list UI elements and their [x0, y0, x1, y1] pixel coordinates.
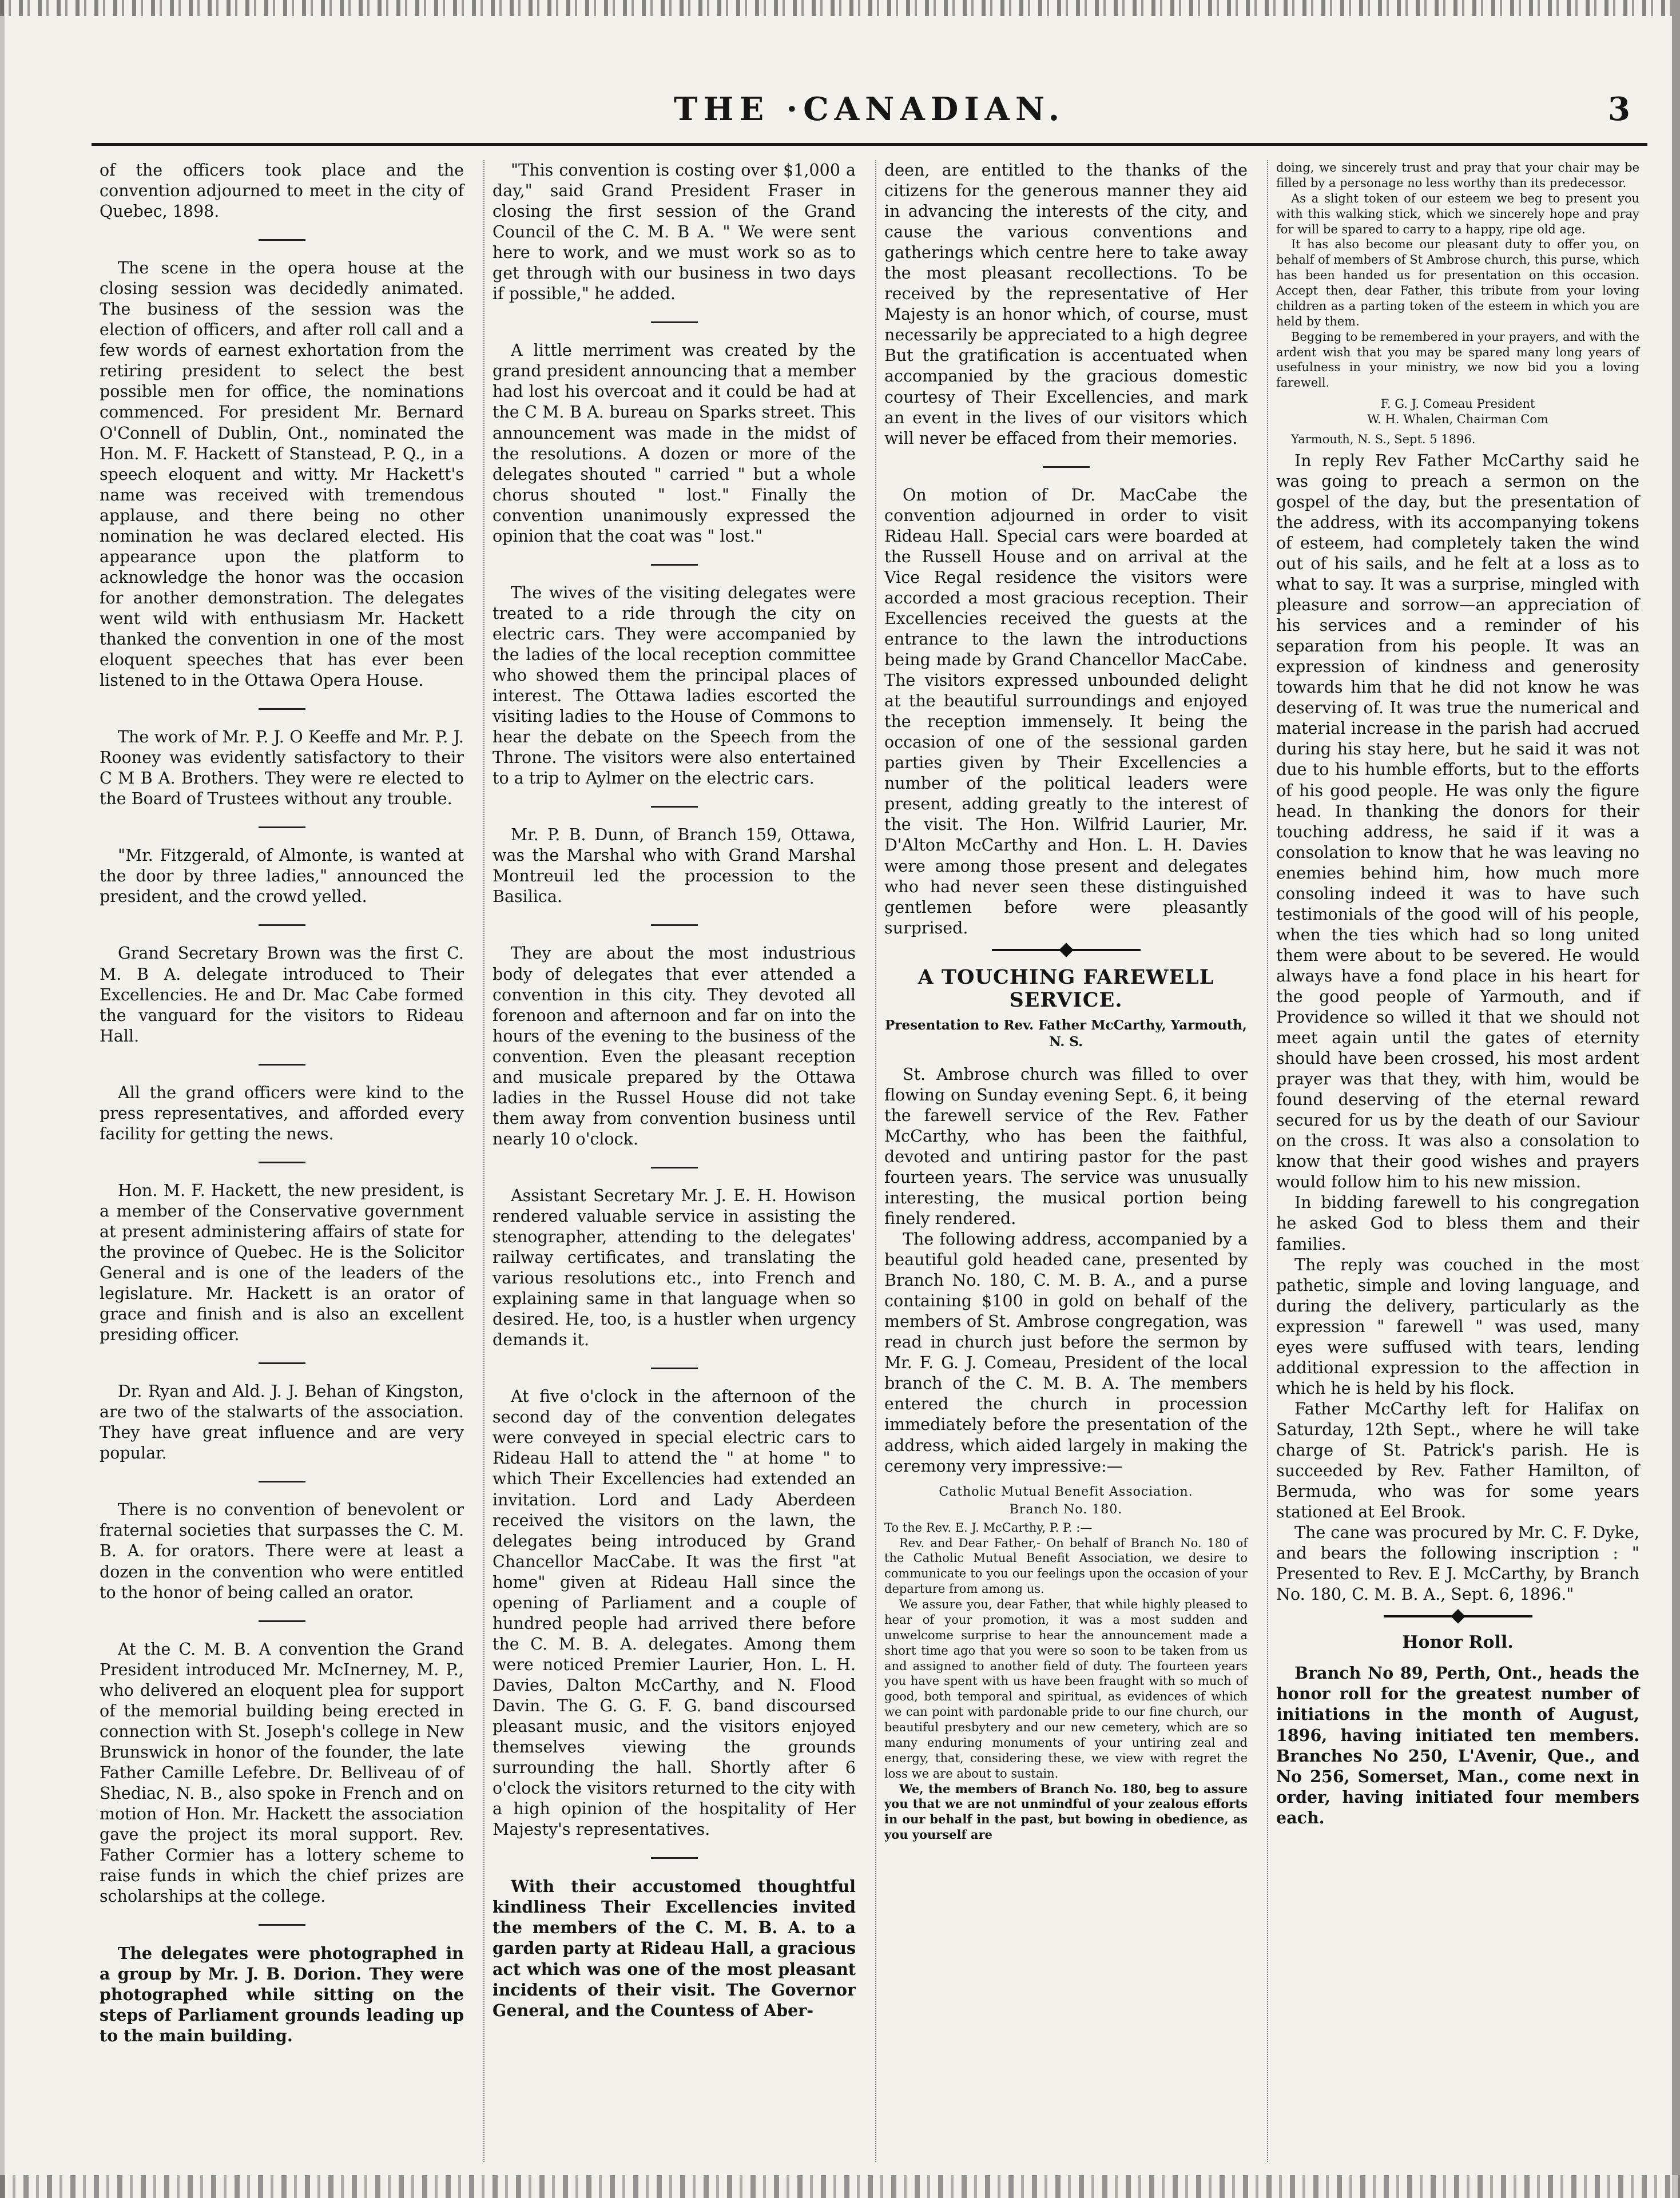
paragraph: A little merriment was created by the grand president announcing that a member had lost his overcoat and it could be had at the C M. B A. bureau on Sparks street. This announcement was made in the midst of the resolutions. A dozen or more of the delegates shouted " carried " but a whole chorus shouted " lost." Finally the convention unanimously expressed the opinion that the coat was " lost."	[493, 341, 856, 546]
separator	[651, 924, 698, 926]
separator	[259, 826, 305, 828]
separator	[259, 1924, 305, 1926]
page-edge-bottom	[0, 2175, 1680, 2198]
separator	[259, 239, 305, 241]
paragraph: The work of Mr. P. J. O Keeffe and Mr. P. J. Rooney was evidently satisfactory to their C M B A. Brothers. They were re elected to the Board of Trustees without any trouble.	[100, 728, 464, 809]
separator	[259, 924, 305, 926]
address-salutation: To the Rev. E. J. McCarthy, P. P. :—	[884, 1520, 1093, 1535]
paragraph: In bidding farewell to his congregation he asked God to bless them and their families.	[1276, 1193, 1639, 1254]
separator	[1043, 466, 1090, 468]
separator	[651, 1368, 698, 1369]
dateline: Yarmouth, N. S., Sept. 5 1896.	[1291, 432, 1476, 446]
separator	[651, 1167, 698, 1168]
address-paragraph: We, the members of Branch No. 180, beg to assure you that we are not unmindful of your zealous efforts in our behalf in the past, but bowing in obedience, as you yourself are	[884, 1781, 1248, 1842]
paragraph: "Mr. Fitzgerald, of Almonte, is wanted at the door by three ladies," announced the president, and the crowd yelled.	[100, 846, 464, 907]
column-1	[92, 160, 472, 2162]
paragraph: The wives of the visiting delegates were treated to a ride through the city on electric cars. They were accompanied by the ladies of the local reception committee who showed them the principal places of interest. The Ottawa ladies escorted the visiting ladies to the House of Commons to hear the debate on the Speech from the Throne. The visitors were also entertained to a trip to Aylmer on the electric cars.	[493, 583, 856, 788]
paragraph: The reply was couched in the most pathetic, simple and loving language, and during the delivery, particularly as the expression " farewell " was used, many eyes were suffused with tears, lending additional expression to the affection in which he is held by his flock.	[1276, 1255, 1639, 1398]
separator	[651, 1857, 698, 1859]
section-divider	[1384, 1615, 1532, 1617]
column-2	[483, 160, 864, 2162]
paragraph: St. Ambrose church was filled to over flowing on Sunday evening Sept. 6, it being the farewell service of the Rev. Father McCarthy, who has been the faithful, devoted and untiring pastor for the past fourteen years. The service was unusually interesting, the musical portion being finely rendered.	[884, 1064, 1248, 1229]
paragraph: The scene in the opera house at the closing session was decidedly animated. The business of the session was the election of officers, and after roll call and a few words of earnest exhortation from the retiring president to select the best possible men for office, the nominations commenced. For president Mr. Bernard O'Connell of Dublin, Ont., nominated the Hon. M. F. Hackett of Stanstead, P. Q., in a speech eloquent and witty. Mr Hackett's name was received with tremendous applause, and there being no other nomination he was declared elected. His appearance upon the platform to acknowledge the honor was the occasion for another demonstration. The delegates went wild with enthusiasm Mr. Hackett thanked the convention in one of the most eloquent speeches that has ever been listened to in the Ottawa Opera House.	[100, 259, 464, 690]
separator	[259, 1162, 305, 1163]
separator	[259, 1481, 305, 1482]
column-4	[1267, 160, 1647, 2162]
paragraph: They are about the most industrious body of delegates that ever attended a convention in this city. They devoted all forenoon and afternoon and far on into the hours of the evening to the business of the convention. Even the pleasant reception and musicale prepared by the Ottawa ladies in the Russel House did not take them away from convention business until nearly 10 o'clock.	[493, 944, 856, 1148]
paragraph: All the grand officers were kind to the press representatives, and afforded every facility for getting the news.	[100, 1083, 464, 1143]
branch-label: Branch No. 180.	[1009, 1502, 1123, 1517]
paragraph: Dr. Ryan and Ald. J. J. Behan of Kingston, are two of the stalwarts of the association. They have great influence and are very popular.	[100, 1382, 464, 1463]
header-rule	[92, 143, 1647, 146]
paragraph: The delegates were photographed in a group by Mr. J. B. Dorion. They were photographed while sitting on the steps of Parliament grounds leading up to the main building.	[100, 1943, 464, 2046]
address-paragraph: doing, we sincerely trust and pray that your chair may be filled by a personage no less worthy than its predecessor.	[1276, 161, 1639, 190]
article-subheadline: Presentation to Rev. Father McCarthy, Yarmouth, N. S.	[885, 1017, 1247, 1050]
separator	[259, 1362, 305, 1364]
page-edge-right	[1672, 0, 1680, 2198]
signature-chairman: W. H. Whalen, Chairman Com	[1367, 412, 1548, 426]
column-3	[875, 160, 1256, 2162]
paragraph: The following address, accompanied by a beautiful gold headed cane, presented by Branch No. 180, C. M. B. A., and a purse containing $100 in gold on behalf of the members of St. Ambrose congregation, was read in church just before the sermon by Mr. F. G. J. Comeau, President of the local branch of the C. M. B. A. The members entered the church in procession immediately before the presentation of the address, which aided largely in making the ceremony very impressive:—	[884, 1230, 1248, 1476]
separator	[259, 708, 305, 710]
page-edge-top	[0, 0, 1680, 16]
honor-roll-title: Honor Roll.	[1402, 1632, 1514, 1653]
paragraph: At five o'clock in the afternoon of the second day of the convention delegates were conveyed in special electric cars to Rideau Hall to attend the " at home " to which Their Excellencies had extended an invitation. Lord and Lady Aberdeen received the visitors on the lawn, the delegates being introduced by Grand Chancellor MacCabe. It was the first "at home" given at Rideau Hall since the opening of Parliament and a couple of hundred people had arrived there before the C. M. B. A. delegates. Among them were noticed Premier Laurier, Hon. L. H. Davies, Dalton McCarthy, and N. Flood Davin. The G. G. F. G. band discoursed pleasant music, and the visitors enjoyed themselves viewing the grounds surrounding the hall. Shortly after 6 o'clock the visitors returned to the city with a high opinion of the hospitality of Her Majesty's representatives.	[493, 1387, 856, 1839]
section-divider	[992, 949, 1141, 951]
paragraph: At the C. M. B. A convention the Grand President introduced Mr. McInerney, M. P., who delivered an eloquent plea for support of the memorial building being erected in connection with St. Joseph's college in New Brunswick in honor of the founder, the late Father Camille Lefebre. Dr. Belliveau of of Shediac, N. B., also spoke in French and on motion of Hon. Mr. Hackett the association gave the project its moral support. Rev. Father Cormier has a lottery scheme to raise funds in which the chief prizes are scholarships at the college.	[100, 1639, 464, 1906]
paragraph: The cane was procured by Mr. C. F. Dyke, and bears the following inscription : " Presented to Rev. E J. McCarthy, by Branch No. 180, C. M. B. A., Sept. 6, 1896."	[1276, 1523, 1639, 1604]
page-edge-left	[0, 0, 5, 2198]
page-header	[92, 86, 1647, 143]
paragraph: With their accustomed thoughtful kindliness Their Excellencies invited the members of the C. M. B. A. to a garden party at Rideau Hall, a gracious act which was one of the most pleasant incidents of their visit. The Governor General, and the Countess of Aber-	[493, 1877, 856, 2020]
address-paragraph: Rev. and Dear Father,- On behalf of Branch No. 180 of the Catholic Mutual Benefit Association, we desire to communicate to you our feelings upon the occasion of your departure from among us.	[884, 1536, 1248, 1596]
page-number: 3	[1608, 90, 1630, 128]
separator	[651, 321, 698, 323]
masthead: THE ·CANADIAN.	[673, 90, 1066, 128]
separator	[651, 564, 698, 566]
article-headline: A TOUCHING FAREWELL SERVICE.	[918, 965, 1214, 1012]
paragraph: Mr. P. B. Dunn, of Branch 159, Ottawa, was the Marshal who with Grand Marshal Montreuil led the procession to the Basilica.	[493, 825, 856, 907]
separator	[651, 806, 698, 808]
paragraph: Hon. M. F. Hackett, the new president, is a member of the Conservative government at present administering affairs of state for the province of Quebec. He is the Solicitor General and is one of the leaders of the legislature. Mr. Hackett is an orator of grace and finish and is also an excellent presiding officer.	[100, 1181, 464, 1345]
separator	[259, 1620, 305, 1622]
address-paragraph: We assure you, dear Father, that while highly pleased to hear of your promotion, it was a most sudden and unwelcome surprise to hear the announcement made a short time ago that you were so soon to be taken from us and assigned to another field of duty. The fourteen years you have spent with us have been fraught with so much of good, both temporal and spiritual, as evidences of which we can point with pardonable pride to our fine church, our beautiful presbytery and our new cemetery, which are so many enduring monuments of your untiring zeal and energy, that, considering these, we view with regret the loss we are about to sustain.	[884, 1597, 1248, 1780]
paragraph: On motion of Dr. MacCabe the convention adjourned in order to visit Rideau Hall. Special cars were boarded at the Russell House and on arrival at the Vice Regal residence the visitors were accorded a most gracious reception. Their Excellencies received the guests at the entrance to the lawn the introductions being made by Grand Chancellor MacCabe. The visitors expressed unbounded delight at the beautiful surroundings and enjoyed the reception immensely. It being the occasion of one of the sessional garden parties given by Their Excellencies a number of the political leaders were present, adding greatly to the interest of the visit. The Hon. Wilfrid Laurier, Mr. D'Alton McCarthy and Hon. L. H. Davies were among those present and delegates who had never seen these distinguished gentlemen before were pleasantly surprised.	[884, 485, 1248, 937]
signature-president: F. G. J. Comeau President	[1380, 397, 1535, 411]
address-paragraph: Begging to be remembered in your prayers, and with the ardent wish that you may be spared many long years of usefulness in your ministry, we now bid you a loving farewell.	[1276, 329, 1639, 390]
address-paragraph: As a slight token of our esteem we beg to present you with this walking stick, which we sincerely hope and pray for will be spared to carry to a happy, ripe old age.	[1276, 191, 1639, 236]
honor-roll-text: Branch No 89, Perth, Ont., heads the honor roll for the greatest number of initiations in the month of August, 1896, having initiated ten members. Branches No 250, L'Avenir, Que., and No 256, Somerset, Man., come next in order, having initiated four members each.	[1276, 1663, 1639, 1827]
address-paragraph: It has also become our pleasant duty to offer you, on behalf of members of St Ambrose church, this purse, which has been handed us for presentation on this occasion. Accept then, dear Father, this tribute from your loving children as a parting token of the esteem in which you are held by them.	[1276, 237, 1639, 328]
paragraph: Assistant Secretary Mr. J. E. H. Howison rendered valuable service in assisting the stenographer, attending to the delegates' railway certificates, and translating the various resolutions etc., into French and explaining same in that language when so desired. He, too, is a hustler when urgency demands it.	[493, 1186, 856, 1350]
paragraph: There is no convention of benevolent or fraternal societies that surpasses the C. M. B. A. for orators. There were at least a dozen in the convention who were entitled to the honor of being called an orator.	[100, 1500, 464, 1602]
association-title: Catholic Mutual Benefit Association.	[939, 1484, 1193, 1499]
article-columns	[92, 160, 1647, 2162]
paragraph: deen, are entitled to the thanks of the citizens for the generous manner they aid in advancing the interests of the city, and cause the various conventions and gatherings which centre here to take away the most pleasant recollections. To be received by the representative of Her Majesty is an honor which, of course, must necessarily be appreciated to a high degree But the gratification is accentuated when accompanied by the gracious domestic courtesy of Their Excellencies, and mark an event in the lives of our visitors which will never be effaced from their memories.	[884, 161, 1248, 448]
paragraph: of the officers took place and the convention adjourned to meet in the city of Quebec, 1898.	[100, 161, 464, 221]
paragraph: Father McCarthy left for Halifax on Saturday, 12th Sept., where he will take charge of St. Patrick's parish. He is succeeded by Rev. Father Hamilton, of Bermuda, who was for some years stationed at Eel Brook.	[1276, 1399, 1639, 1522]
paragraph: Grand Secretary Brown was the first C. M. B A. delegate introduced to Their Excellencies. He and Dr. Mac Cabe formed the vanguard for the visitors to Rideau Hall.	[100, 944, 464, 1046]
paragraph: In reply Rev Father McCarthy said he was going to preach a sermon on the gospel of the day, but the presentation of the address, with its accompanying tokens of esteem, had completely taken the wind out of his sails, and he felt at a loss as to what to say. It was a surprise, mingled with pleasure and sorrow—an appreciation of his services and a reminder of his separation from his people. It was an expression of kindness and generosity towards him that he did not know he was deserving of. It was true the numerical and material increase in the parish had accrued during his stay here, but he said it was not due to his humble efforts, but to the efforts of his good people. He was only the figure head. In thanking the donors for their touching address, he said if it was a consolation to know that he was leaving no enemies behind him, how much more consoling indeed it was to have such testimonials of the good will of his people, when the ties which had so long united them were about to be severed. He would always have a fond place in his heart for the good people of Yarmouth, and if Providence so willed it that we should not meet again until the gates of eternity should have been crossed, his most ardent prayer was that they, with him, would be found deserving of the eternal reward secured for us by the death of our Saviour on the cross. It was also a consolation to know that their good wishes and prayers would follow him to his new mission.	[1276, 451, 1639, 1192]
paragraph: "This convention is costing over $1,000 a day," said Grand President Fraser in closing the first session of the Grand Council of the C. M. B A. " We were sent here to work, and we must work so as to get through with our business in two days if possible," he added.	[493, 161, 856, 304]
separator	[259, 1064, 305, 1066]
